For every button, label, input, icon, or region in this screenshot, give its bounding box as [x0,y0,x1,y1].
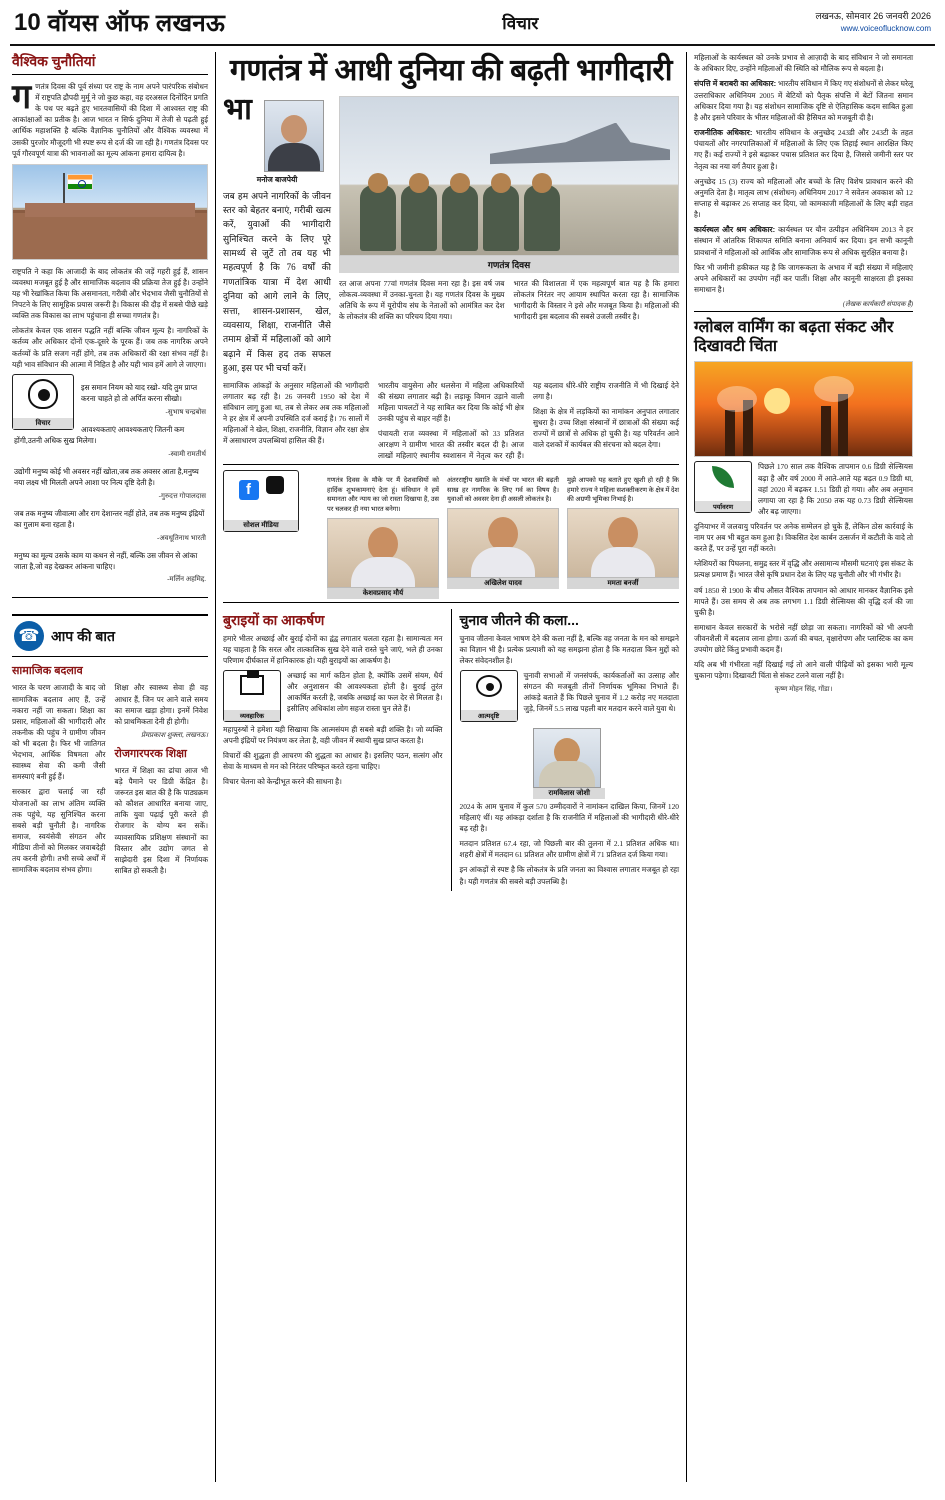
social-media-badge [223,470,299,532]
chunav-para-4: मतदान प्रतिशत 67.4 रहा, जो पिछली बार की तुलना में 2.1 प्रतिशत अधिक था। शहरी क्षेत्रों में मतदान 61 प्रतिशत और ग्रामीण क्षेत्रों में 71 प्रतिशत दर्ज किया गया। [459,839,679,860]
twitter-icon[interactable] [266,476,284,494]
buraiyon-section [223,609,451,891]
right-para-3-text: भारतीय संविधान के अनुच्छेद 243डी और 243टी के तहत पंचायतों और नगरपालिकाओं में महिलाओं के लिए एक तिहाई स्थान आरक्षित किए गए हैं। कई राज्यों ने इसे बढ़ाकर पचास प्रतिशत कर दिया है, जिससे जमीनी स्तर पर नेतृत्व का नया वर्ग तैयार हुआ है। [694,127,913,171]
left-para-2: राष्ट्रपति ने कहा कि आजादी के बाद लोकतंत्र की जड़ें गहरी हुई हैं, शासन व्यवस्था मजबूत हुई है और सामाजिक बदलाव की प्रक्रिया तेज हुई है। उन्होंने यह भी रेखांकित किया कि असमानता, गरीबी और भेदभाव जैसी चुनौतियों से निपटने के लिए सामूहिक प्रयास जरूरी है। विकास की दौड़ में सबसे पीछे खड़े व्यक्ति तक विकास का लाभ पहुंचाना ही सच्चा गणतंत्र है। [12,266,208,321]
dateline: लखनऊ, सोमवार 26 जनवरी 2026 [815,10,931,21]
ballot-box-icon [240,675,264,695]
vichar-badge [12,374,74,430]
right-subhead-2: राजनीतिक अधिकार: [694,127,753,137]
leader-body-2 [471,547,535,577]
fort-silhouette [13,210,207,259]
right-para-3 [694,127,913,172]
rojgar-subhead: रोजगारपरक शिक्षा [114,747,187,760]
right-para-6: फिर भी जमीनी हकीकत यह है कि जागरूकता के अभाव में बड़ी संख्या में महिलाएं अपने अधिकारों का उपयोग नहीं कर पातीं। शिक्षा और कानूनी साक्षरता ही इसका समाधान है। [694,262,913,294]
pilot-1 [360,185,396,251]
center-divider-2 [223,602,679,603]
buraiyon-para-5: विचार चेतना को केन्द्रीभूत करने की साधना है। [223,777,342,787]
leader-body-3 [591,547,655,577]
left-section-title: वैश्विक चुनौतियां [12,52,208,75]
buraiyon-heading: बुराइयों का आकर्षण [223,611,325,628]
vyavaharik-caption: व्यवहारिक [224,710,280,721]
buraiyon-para-3: महापुरुषों ने हमेशा यही सिखाया कि आत्मसंयम ही सबसे बड़ी शक्ति है। जो व्यक्ति अपनी इंद्रियों पर नियंत्रण कर लेता है, वही जीवन में स्थायी सुख प्राप्त करता है। [223,724,443,745]
paryavaran-caption: पर्यावरण [695,501,751,512]
global-warming-headline: ग्लोबल वार्मिंग का बढ़ता संकट और दिखावटी चिंता [694,319,894,356]
leader-quotes-row [327,476,679,598]
left-column [10,52,215,1482]
right-para-5-text: कार्यस्थल पर यौन उत्पीड़न अधिनियम 2013 ने हर संस्थान में आंतरिक शिकायत समिति बनाना अनिवार्य कर दिया। इन सभी कानूनी प्रावधानों ने महिलाओं को आर्थिक और सामाजिक रूप से अधिक सुरक्षित बनाया है। [694,225,913,257]
quote-3: उद्योगी मनुष्य कोई भी अवसर नहीं खोता,जब तक अवसर आता है,मनुष्य नया लक्ष्य भी मिलती अपने आशा पर नित्य दृष्टि देती है। [14,466,199,488]
women-pilots-group [360,185,560,251]
gw-para-1: पिछले 170 साल तक वैश्विक तापमान 0.6 डिग्री सेल्सियस बढ़ा है और वर्ष 2000 में आते-आते यह बढ़त 0.9 डिग्री था, वहां 2020 में बढ़कर 1.51 डिग्री हो गया। और अब अनुमान लगाया जा रहा है कि 2050 तक यह 0.73 डिग्री सेल्सियस और बढ़ जाएगा। [758,462,913,516]
pilot-5 [524,185,560,251]
leader-photo-2 [447,508,559,578]
lead-pullquote: जब हम अपने नागरिकों के जीवन स्तर को बेहतर बनाएं, गरीबी खत्म करें, युवाओं की भागीदारी सुनिश्चित करने के लिए पूरे सामर्थ्य से जुटें तो तब यह भी महत्वपूर्ण है कि 76 वर्षों की गणतांत्रिक यात्रा में देश आधी दुनिया को आगे लाने के लिए, सत्ता, शासन-प्रशासन, खेल, व्यवसाय, शिक्षा, राजनीति जैसे तमाम क्षेत्रों में महिलाओं को आगे बढ़ाने में किस हद तक सफल हुआ, इस पर भी चर्चा करें। [223,190,331,374]
chunav-para-5: इन आंकड़ों से स्पष्ट है कि लोकतंत्र के प्रति जनता का विश्वास लगातार मजबूत हो रहा है। यही गणतंत्र की सबसे बड़ी उपलब्धि है। [459,865,679,886]
leader-quote-2: अंतरराष्ट्रीय ख्याति के मंचों पर भारत की बढ़ती साख हर नागरिक के लिए गर्व का विषय है। युवाओं को अवसर देना ही असली लोकतंत्र है। [447,477,559,504]
chunav-para-2: चुनावी सभाओं में जनसंपर्क, कार्यकर्ताओं का उत्साह और संगठन की मजबूती तीनों निर्णायक भूमिका निभाते हैं। आंकड़े बताते हैं कि पिछले चुनाव में 1.2 करोड़ नए मतदाता जुड़े, जिनमें 5.5 लाख पहली बार मतदान करने वाले युवा थे। [523,670,679,714]
leader-quote-3: मुझे आपको यह बताते हुए खुशी हो रही है कि हमारे राज्य ने महिला सशक्तीकरण के क्षेत्र में देश की अग्रणी भूमिका निभाई है। [567,477,679,504]
buraiyon-para-1: हमारे भीतर अच्छाई और बुराई दोनों का द्वंद्व लगातार चलता रहता है। सामान्यतः मन यह चाहता है कि सरल और तात्कालिक सुख देने वाले रास्ते चुने जाएं, भले ही उनका परिणाम दीर्घकाल में हानिकारक हो। यही बुराइयों का आकर्षण है। [223,633,443,665]
column-author-photo [533,728,601,788]
aapki-baat-subhead: सामाजिक बदलाव [12,665,83,678]
global-warming-photo [694,361,913,457]
masthead-right [815,10,931,36]
leader-photo-1 [327,518,439,588]
paryavaran-badge [694,461,752,513]
aapki-para-3: शिक्षा और स्वास्थ्य सेवा ही वह आधार हैं, जिन पर आने वाले समय का समाज खड़ा होगा। इनमें निवेश को प्राथमिकता देनी ही होगी। [114,683,208,726]
thinking-head-icon [28,379,58,409]
center-column [216,52,686,1482]
leader-card [447,476,559,598]
gw-para-6: यदि अब भी गंभीरता नहीं दिखाई गई तो आने वाली पीढ़ियों को इसका भारी मूल्य चुकाना पड़ेगा। दिखावटी चिंता से संकट टलने वाला नहीं है। [694,660,913,681]
main-headline: गणतंत्र में आधी दुनिया की बढ़ती भागीदारी [229,54,673,87]
leaf-icon [712,466,734,488]
gw-para-2: दुनियाभर में जलवायु परिवर्तन पर अनेक सम्मेलन हो चुके हैं, लेकिन ठोस कार्रवाई के नाम पर अब भी बहुत कम हुआ है। विकसित देश कार्बन उत्सर्जन में कटौती के वादे तो करते हैं, पर उन्हें पूरा नहीं करते। [694,521,913,554]
social-media-caption: सोशल मीडिया [224,520,298,531]
phone-icon [14,621,44,651]
chimney-1 [725,410,735,456]
leader-quote-1: गणतंत्र दिवस के मौके पर मैं देशवासियों को हार्दिक शुभकामनाएं देता हूं। संविधान ने हमें समानता और न्याय का जो रास्ता दिखाया है, उस पर चलकर ही नया भारत बनेगा। [327,477,439,513]
leader-face-3 [608,517,638,551]
fighter-jet-shape [490,123,670,175]
gw-para-3: ग्लेशियरों का पिघलना, समुद्र स्तर में वृद्धि और असामान्य मौसमी घटनाएं इस संकट के प्रत्यक्ष प्रमाण हैं। भारत जैसे कृषि प्रधान देश के लिए यह चुनौती और भी गंभीर है। [694,559,913,580]
center-para-3: सामाजिक आंकड़ों के अनुसार महिलाओं की भागीदारी लगातार बढ़ रही है। 26 जनवरी 1950 को देश में संविधान लागू हुआ था, तब से लेकर अब तक महिलाओं ने हर क्षेत्र में अपनी उपस्थिति दर्ज कराई है। 76 सालों में महिलाओं ने खेल, शिक्षा, राजनीति, विज्ञान और रक्षा क्षेत्र में असाधारण उपलब्धियां हासिल की हैं। [223,380,369,446]
quote-3-author: -गुरुदत्त गोपालदास [158,491,206,500]
center-para-4: भारतीय वायुसेना और थलसेना में महिला अधिकारियों की संख्या लगातार बढ़ी है। लड़ाकू विमान उड़ाने वाली महिला पायलटों ने यह साबित कर दिया कि कोई भी क्षेत्र उनकी पहुंच से बाहर नहीं है। [378,380,524,423]
author-body [268,143,320,171]
column-author-box [533,728,605,799]
aatmadrishti-caption: आत्मदृष्टि [461,710,517,721]
sun-shape [764,388,790,414]
website-url[interactable]: www.voiceofl​ucknow.com [840,24,931,34]
quote-5: मनुष्य का मूल्य उसके काम या कथन से नहीं, बल्कि उस जीवन से आंका जाता है,जो वह देखकर आंकना चाहिए। [14,550,198,571]
buraiyon-para-2: अच्छाई का मार्ग कठिन होता है, क्योंकि उसमें संयम, धैर्य और अनुशासन की आवश्यकता होती है। बुराई तुरंत आकर्षित करती है, जबकि अच्छाई का फल देर से मिलता है। इसीलिए अधिकांश लोग सहज रास्ता चुन लेते हैं। [287,670,443,714]
vichar-badge-caption: विचार [13,418,73,429]
photo-and-text [339,96,679,376]
lead-block [223,92,679,376]
gw-para-4: वर्ष 1850 से 1900 के बीच औसत वैश्विक तापमान को आधार मानकर वैज्ञानिक इसे मापते हैं। उस समय से अब तक लगभग 1.1 डिग्री सेल्सियस की वृद्धि दर्ज की जा चुकी है। [694,585,913,617]
right-divider-1 [694,311,913,312]
page-number: 10 [14,8,41,36]
chunav-para-3: 2024 के आम चुनाव में कुल 570 उम्मीदवारों ने नामांकन दाखिल किया, जिनमें 120 महिलाएं थीं। यह आंकड़ा दर्शाता है कि राजनीति में महिलाओं की भागीदारी धीरे-धीरे बढ़ रही है। [459,801,679,834]
leader-name-3: ममता बनर्जी [567,578,679,589]
leader-name-1: केशवप्रसाद मौर्य [327,588,439,599]
right-para-2 [694,78,913,123]
gw-para-5: समाधान केवल सरकारों के भरोसे नहीं छोड़ा जा सकता। नागरिकों को भी अपनी जीवनशैली में बदलाव लाना होगा। ऊर्जा की बचत, वृक्षारोपण और प्लास्टिक का कम उपयोग छोटे किंतु प्रभावी कदम हैं। [694,622,913,655]
author-and-quote [223,92,331,376]
leader-photo-3 [567,508,679,578]
column-author-body [539,761,595,787]
left-para-1 [12,78,208,159]
page-grid [10,52,935,1482]
social-icons [239,476,284,500]
pilot-4 [483,185,519,251]
smoke-plume-2 [814,376,854,402]
center-para-2: भारत की विशालता में एक महत्वपूर्ण बात यह है कि हमारा लोकतंत्र निरंतर नए आयाम स्थापित करता रहा है। सामाजिक भागीदारी के विस्तार ने इसे और मजबूत किया है। महिलाओं की भागीदारी इस बदलाव की सबसे उजली तस्वीर है। [513,278,679,321]
quote-2-author: -स्वामी रामतीर्थ [168,449,206,458]
aapki-signature: प्रेमप्रकाश शुक्ला, लखनऊ। [141,730,208,739]
quote-4: जब तक मनुष्य जीवात्मा और राग देशान्तर नहीं होते, तब तक मनुष्य इंद्रियों का गुलाम बना रहता है। [14,508,205,530]
vichar-badge-block [12,374,208,607]
republic-day-photo [339,96,679,256]
right-para-1: महिलाओं के कार्यस्थल को उनके प्रभाव से आज़ादी के बाद संविधान ने जो समानता के अधिकार दिए, उन्होंने महिलाओं की स्थिति को मौलिक रूप से बदला है। [694,53,913,74]
center-para-5: पंचायती राज व्यवस्था में महिलाओं को 33 प्रतिशत आरक्षण ने ग्रामीण भारत की तस्वीर बदल दी है। आज लाखों महिलाएं स्थानीय स्वशासन में नेतृत्व कर रही हैं। यह बदलाव धीरे-धीरे राष्ट्रीय राजनीति में भी दिखाई देने लगा है। [378,380,679,461]
social-media-block [223,470,319,598]
gw-credit: कृष्ण मोहन सिंह, गोंडा। [774,685,833,694]
center-para-1: रत आज अपना 77वां गणतंत्र दिवस मना रहा है। इस वर्ष जब लोकत्व-व्यवस्था में उनका-चुनता है। यह गणतंत्र दिवस के मुख्य अतिथि के रूप में यूरोपीय संघ के नेताओं को आमंत्रित कर देश के लोकतंत्र की शक्ति का परिचय दिया गया। [339,278,505,321]
quote-5-author: -मर्लिन अहमिद्द. [167,575,206,584]
leader-card [567,476,679,598]
chimney-3 [821,406,831,456]
leader-card [327,476,439,598]
right-subhead-1: संपत्ति में बराबरी का अधिकार: [694,79,777,89]
eye-icon [476,675,502,697]
chunav-para-1: चुनाव जीतना केवल भाषण देने की कला नहीं है, बल्कि वह जनता के मन को समझने का विज्ञान भी है। प्रत्येक प्रत्याशी को यह समझना होता है कि मतदाता किन मुद्दों को लेकर संवेदनशील है। [459,633,679,665]
quote-1: इस समान नियम को याद रखो- यदि तुम प्राप्त करना चाहते हो तो अर्पित करना सीखो। [81,382,198,404]
pilot-3 [442,185,478,251]
chunav-heading: चुनाव जीतने की कला... [459,611,579,628]
leader-body-1 [351,557,415,587]
aapki-baat-body [12,682,208,879]
pilot-2 [401,185,437,251]
red-fort-photo [12,164,208,260]
aapki-para-1: भारत के चरण आजादी के बाद जो सामाजिक बदलाव आए हैं, उन्हें नकारा नहीं जा सकता। शिक्षा का प्रसार, महिलाओं की भागीदारी और तकनीक की पहुंच ने ग्रामीण जीवन को भी बदला है। फिर भी जातिगत भेदभाव, आर्थिक विषमता और स्वास्थ्य सेवा की कमी जैसी समस्याएं बनी हुई हैं। [12,683,106,782]
paper-name: वॉयस ऑफ लखनऊ [47,10,226,37]
buraiyon-para-4: विचारों की शुद्धता ही आचरण की शुद्धता का आधार है। इसलिए पठन, सत्संग और सेवा के माध्यम से मन को निरंतर परिष्कृत करते रहना चाहिए। [223,751,443,772]
masthead [10,0,935,46]
facebook-icon[interactable]: f [239,480,259,500]
column-author-name: रामविलास जोशी [533,788,605,799]
leader-face-1 [368,527,398,561]
aapki-para-2: सरकार द्वारा चलाई जा रही योजनाओं का लाभ अंतिम व्यक्ति तक पहुंचे, यह सुनिश्चित करना सबसे बड़ी चुनौती है। नागरिक समाज, स्वयंसेवी संगठन और मीडिया तीनों को मिलकर जवाबदेही तय करनी होगी। तभी सच्चे अर्थों में सामाजिक बदलाव संभव होगा। [12,787,106,875]
bottom-two-sections [223,609,679,891]
author-face [281,115,307,143]
lead-dropcap: भा [223,92,252,126]
aatmadrishti-badge [460,670,518,722]
lead-body-2col [339,278,679,326]
leader-name-2: अखिलेश यादव [447,578,559,589]
center-divider-1 [223,464,679,465]
masthead-left [14,6,225,39]
author-photo [264,100,324,172]
chunav-section [452,609,680,891]
author-name: मनोज बाजपेयी [256,174,298,184]
center-body-3col [223,380,679,462]
right-para-2-text: भारतीय संविधान में किए गए संशोधनों से लेकर घरेलू उत्तराधिकार अधिनियम 2005 में बेटियों को पैतृक संपत्ति में बेटों जितना समान अधिकार दिया गया है। यह संशोधन सामाजिक दृष्टि से ऐतिहासिक कदम साबित हुआ है और इसने परिवार के भीतर महिलाओं की हैसियत को मजबूती दी है। [694,79,913,122]
aapki-baat-header [12,614,208,657]
social-and-leaders [223,470,679,598]
indian-flag-icon [67,174,93,190]
quote-2: आवश्यकताएं आवश्यकताएं जितनी कम होंगी,उतनी अधिक सुख मिलेगा। [14,424,185,446]
aapki-baat-title: आप की बात [51,627,116,644]
center-para-6: शिक्षा के क्षेत्र में लड़कियों का नामांकन अनुपात लगातार सुधरा है। उच्च शिक्षा संस्थानों में छात्राओं की संख्या कई राज्यों में छात्रों से अधिक हो चुकी है। यह परिवर्तन आने वाले दशकों में कार्यबल की संरचना को बदल देगा। [533,406,679,450]
right-column [687,52,915,1482]
right-para-5 [694,224,913,258]
vyavaharik-badge [223,670,281,722]
left-para-1-text: णतंत्र दिवस की पूर्व संध्या पर राष्ट्र के नाम अपने पारंपरिक संबोधन में राष्ट्रपति द्रौपदी मुर्मू ने जो कुछ कहा, वह दरअसल दिनोंदिन प्रगति के पथ पर बढ़ते हुए भारतवासियों की दिशा में आश्वस्त राष्ट्र की आकांक्षाओं का प्रतीक है। आज भारत न सिर्फ दुनिया में तेजी से पढ़ती हुई आर्थिक महाशक्ति है बल्कि वैज्ञानिक चुनौतियों और वैश्विक व्यवस्था में उसकी पुरजोर मौजूदगी भी स्पष्ट रूप से दर्ज की जा रही है। गणतंत्र दिवस पर पूर्व गौरवपूर्ण यात्रा की भावनाओं का मूल्य आंकना हमारा दायित्व है। [12,82,208,158]
photo-caption: गणतंत्र दिवस [339,256,679,273]
right-subhead-3: कार्यस्थल और श्रम अधिकार: [694,225,776,235]
section-name: विचार [502,14,539,33]
quote-1-author: -सुभाष चन्द्रबोस [165,407,206,416]
left-dropcap: ग [12,78,32,116]
chimney-4 [838,394,848,456]
left-para-3: लोकतंत्र केवल एक शासन पद्धति नहीं बल्कि जीवन मूल्य है। नागरिकों के कर्तव्य और अधिकार दोनों एक-दूसरे के पूरक हैं। जब तक नागरिक अपने कर्तव्यों के प्रति सजग नहीं होंगे, तब तक अधिकारों की रक्षा संभव नहीं है। यही भाव संविधान की आत्मा में निहित है और यही भाव हमें आगे ले जाएगा। [12,326,208,369]
rojgar-para: भारत में शिक्षा का ढांचा आज भी बड़े पैमाने पर डिग्री केंद्रित है। जरूरत इस बात की है कि पाठ्यक्रम को कौशल आधारित बनाया जाए, ताकि युवा पढ़ाई पूरी करते ही रोजगार के योग्य बन सकें। व्यावसायिक प्रशिक्षण संस्थानों का विस्तार और उद्योग जगत से साझेदारी इस दिशा में निर्णायक साबित हो सकती है। [114,765,208,875]
leader-face-2 [488,517,518,551]
quote-4-author: -अवधूतिनाथ भारती [157,533,206,542]
right-article-credit: (लेखक कार्यकारी संपादक है) [842,301,913,309]
right-para-4: अनुच्छेद 15 (3) राज्य को महिलाओं और बच्चों के लिए विशेष प्रावधान करने की अनुमति देता है। मातृत्व लाभ (संशोधन) अधिनियम 2017 ने सवेतन अवकाश को 12 सप्ताह से बढ़ाकर 26 सप्ताह कर दिया, जो कामकाजी महिलाओं के लिए बड़ी राहत है। [694,176,913,219]
